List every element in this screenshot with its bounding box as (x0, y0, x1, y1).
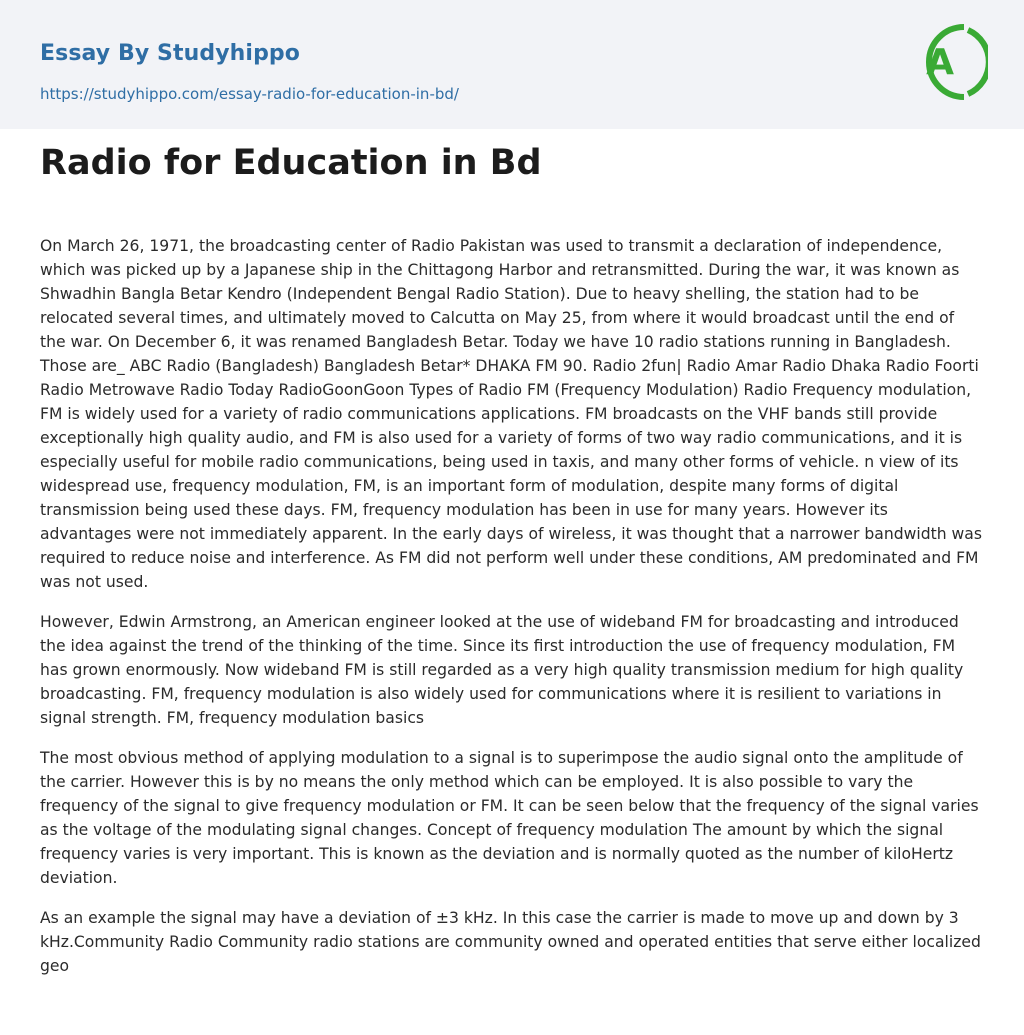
site-title[interactable]: Essay By Studyhippo (40, 41, 300, 66)
article-paragraph: The most obvious method of applying modulation to a signal is to superimpose the audio signal onto the amplitude of the carrier. However this is by no means the only method which can be employed. It is also possible to vary the frequency of the signal to give frequency modulation or FM. It can be seen below that the frequency of the signal varies as the voltage of the modulating signal changes. Concept of frequency modulation The amount by which the signal frequency varies is very important. This is known as the deviation and is normally quoted as the number of kiloHertz deviation. (40, 749, 979, 887)
article-body (40, 234, 984, 994)
site-header (0, 0, 1024, 129)
article-paragraph: As an example the signal may have a deviation of ±3 kHz. In this case the carrier is made to move up and down by 3 kHz.Community Radio Community radio stations are community owned and operated entities that serve either localized geo (40, 909, 981, 975)
article-paragraph: However, Edwin Armstrong, an American engineer looked at the use of wideband FM for broadcasting and introduced the idea against the trend of the thinking of the time. Since its first introduction the use of frequency modulation, FM has grown enormously. Now wideband FM is still regarded as a very high quality transmission medium for high quality broadcasting. FM, frequency modulation is also widely used for communications where it is resilient to variations in signal strength. FM, frequency modulation basics (40, 613, 964, 727)
article-paragraph: On March 26, 1971, the broadcasting center of Radio Pakistan was used to transmit a declaration of independence, which was picked up by a Japanese ship in the Chittagong Harbor and retransmitted. During the war, it was known as Shwadhin Bangla Betar Kendro (Independent Bengal Radio Station). Due to heavy shelling, the station had to be relocated several times, and ultimately moved to Calcutta on May 25, from where it would broadcast until the end of the war. On December 6, it was renamed Bangladesh Betar. Today we have 10 radio stations running in Bangladesh. Those are_ ABC Radio (Bangladesh) Bangladesh Betar* DHAKA FM 90. Radio 2fun| Radio Amar Radio Dhaka Radio Foorti Radio Metrowave Radio Today RadioGoonGoon Types of Radio FM (Frequency Modulation) Radio Frequency modulation, FM is widely used for a variety of radio communications applications. FM broadcasts on the VHF bands still provide exceptionally high quality audio, and FM is also used for a variety of forms of two way radio communications, and it is especially useful for mobile radio communications, being used in taxis, and many other forms of vehicle. n view of its widespread use, frequency modulation, FM, is an important form of modulation, despite many forms of digital transmission being used these days. FM, frequency modulation has been in use for many years. However its advantages were not immediately apparent. In the early days of wireless, it was thought that a narrower bandwidth was required to reduce noise and interference. As FM did not perform well under these conditions, AM predominated and FM was not used. (40, 237, 982, 591)
logo-letter: A (926, 42, 954, 83)
page-title: Radio for Education in Bd (40, 143, 542, 183)
logo-ring-right-icon (968, 30, 988, 94)
studyhippo-logo[interactable] (912, 18, 988, 108)
essay-url-link[interactable]: https://studyhippo.com/essay-radio-for-education-in-bd/ (40, 85, 459, 103)
